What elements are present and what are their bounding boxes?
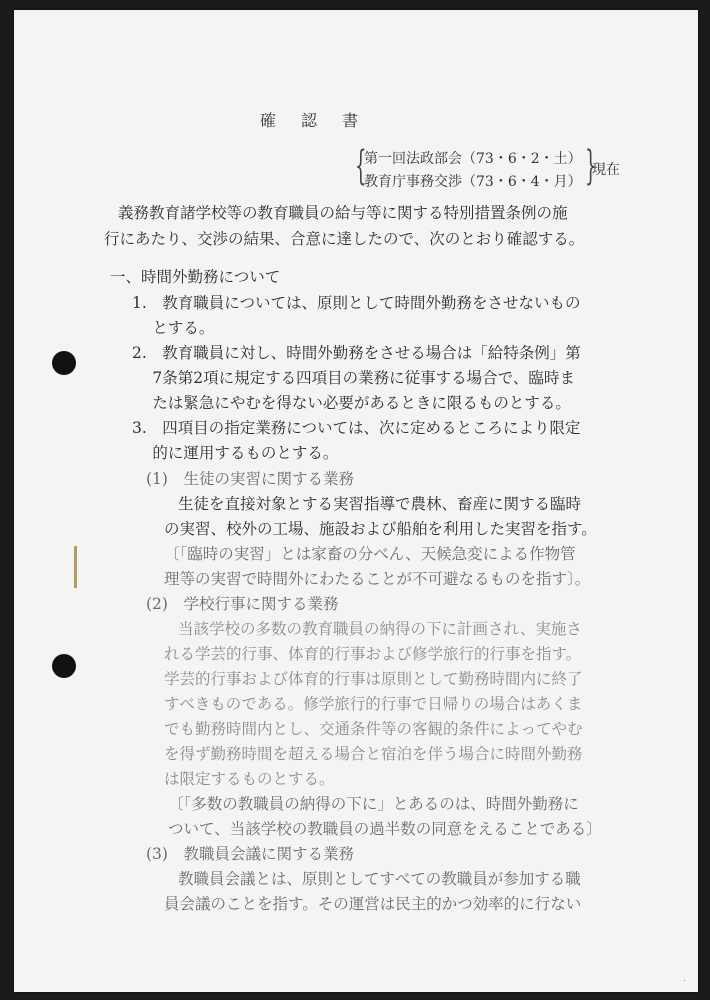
intro-line-2: 行にあたり、交渉の結果、合意に達したので、次のとおり確認する。 — [104, 230, 585, 248]
sub-2-line-7: は限定するものとする。 — [164, 770, 335, 788]
sub-3-line-2: 員会議のことを指す。その運営は民主的かつ効率的に行ない — [164, 895, 582, 913]
document-title: 確 認 書 — [259, 111, 369, 130]
document-page — [14, 10, 698, 992]
sub-2-line-1: 当該学校の多数の教育職員の納得の下に計画され、実施さ — [178, 620, 582, 638]
as-of-label: 現在 — [592, 162, 620, 178]
item-2-line-2: 7条第2項に規定する四項目の業務に従事する場合で、臨時ま — [132, 369, 575, 387]
sub-2-heading: (2) 学校行事に関する業務 — [146, 595, 339, 613]
sub-2-line-9: ついて、当該学校の教職員の過半数の同意をえることである〕 — [168, 820, 602, 838]
sub-1-line-2: の実習、校外の工場、施設および船舶を利用した実習を指す。 — [164, 520, 597, 538]
page-corner-mark: . — [683, 974, 686, 984]
item-1-line-2: とする。 — [132, 319, 215, 337]
sub-2-line-2: れる学芸的行事、体育的行事および修学旅行的行事を指す。 — [164, 645, 582, 663]
sub-2-line-3: 学芸的行事および体育的行事は原則として勤務時間内に終了 — [164, 670, 583, 688]
item-2-line-3: たは緊急にやむを得ない必要があるときに限るものとする。 — [132, 394, 571, 412]
staple-mark — [74, 546, 77, 588]
punch-hole-bottom — [52, 654, 76, 678]
intro-line-1: 義務教育諸学校等の教育職員の給与等に関する特別措置条例の施 — [118, 204, 568, 222]
item-3-line-1: 3. 四項目の指定業務については、次に定めるところにより限定 — [132, 419, 581, 437]
item-3-line-2: 的に運用するものとする。 — [132, 444, 339, 462]
right-brace: } — [584, 143, 597, 189]
section-heading: 一、時間外勤務について — [110, 268, 281, 286]
sub-1-line-3: 〔「臨時の実習」とは家畜の分べん、天候急変による作物管 — [164, 545, 576, 563]
meeting-line-1: 第一回法政部会（73・6・2・土） — [364, 151, 582, 167]
sub-1-line-4: 理等の実習で時間外にわたることが不可避なるものを指す〕。 — [164, 570, 591, 588]
sub-2-line-6: を得ず勤務時間を超える場合と宿泊を伴う場合に時間外勤務 — [164, 745, 583, 763]
sub-2-line-5: でも勤務時間内とし、交通条件等の客観的条件によってやむ — [164, 720, 583, 738]
sub-1-line-1: 生徒を直接対象とする実習指導で農林、畜産に関する臨時 — [178, 495, 582, 513]
sub-3-heading: (3) 教職員会議に関する業務 — [146, 845, 354, 863]
sub-2-line-8: 〔「多数の教職員の納得の下に」とあるのは、時間外勤務に — [168, 795, 579, 813]
meeting-reference — [354, 143, 684, 194]
sub-3-line-1: 教職員会議とは、原則としてすべての教職員が参加する職 — [178, 870, 581, 888]
left-brace: { — [354, 143, 367, 189]
sub-2-line-4: すべきものである。修学旅行的行事で日帰りの場合はあくま — [164, 695, 583, 713]
meeting-line-2: 教育庁事務交渉（73・6・4・月） — [364, 174, 582, 190]
item-1-line-1: 1. 教育職員については、原則として時間外勤務をさせないもの — [132, 294, 581, 312]
item-2-line-1: 2. 教育職員に対し、時間外勤務をさせる場合は「給特条例」第 — [132, 344, 581, 362]
sub-1-heading: (1) 生徒の実習に関する業務 — [146, 470, 354, 488]
punch-hole-top — [52, 351, 76, 375]
